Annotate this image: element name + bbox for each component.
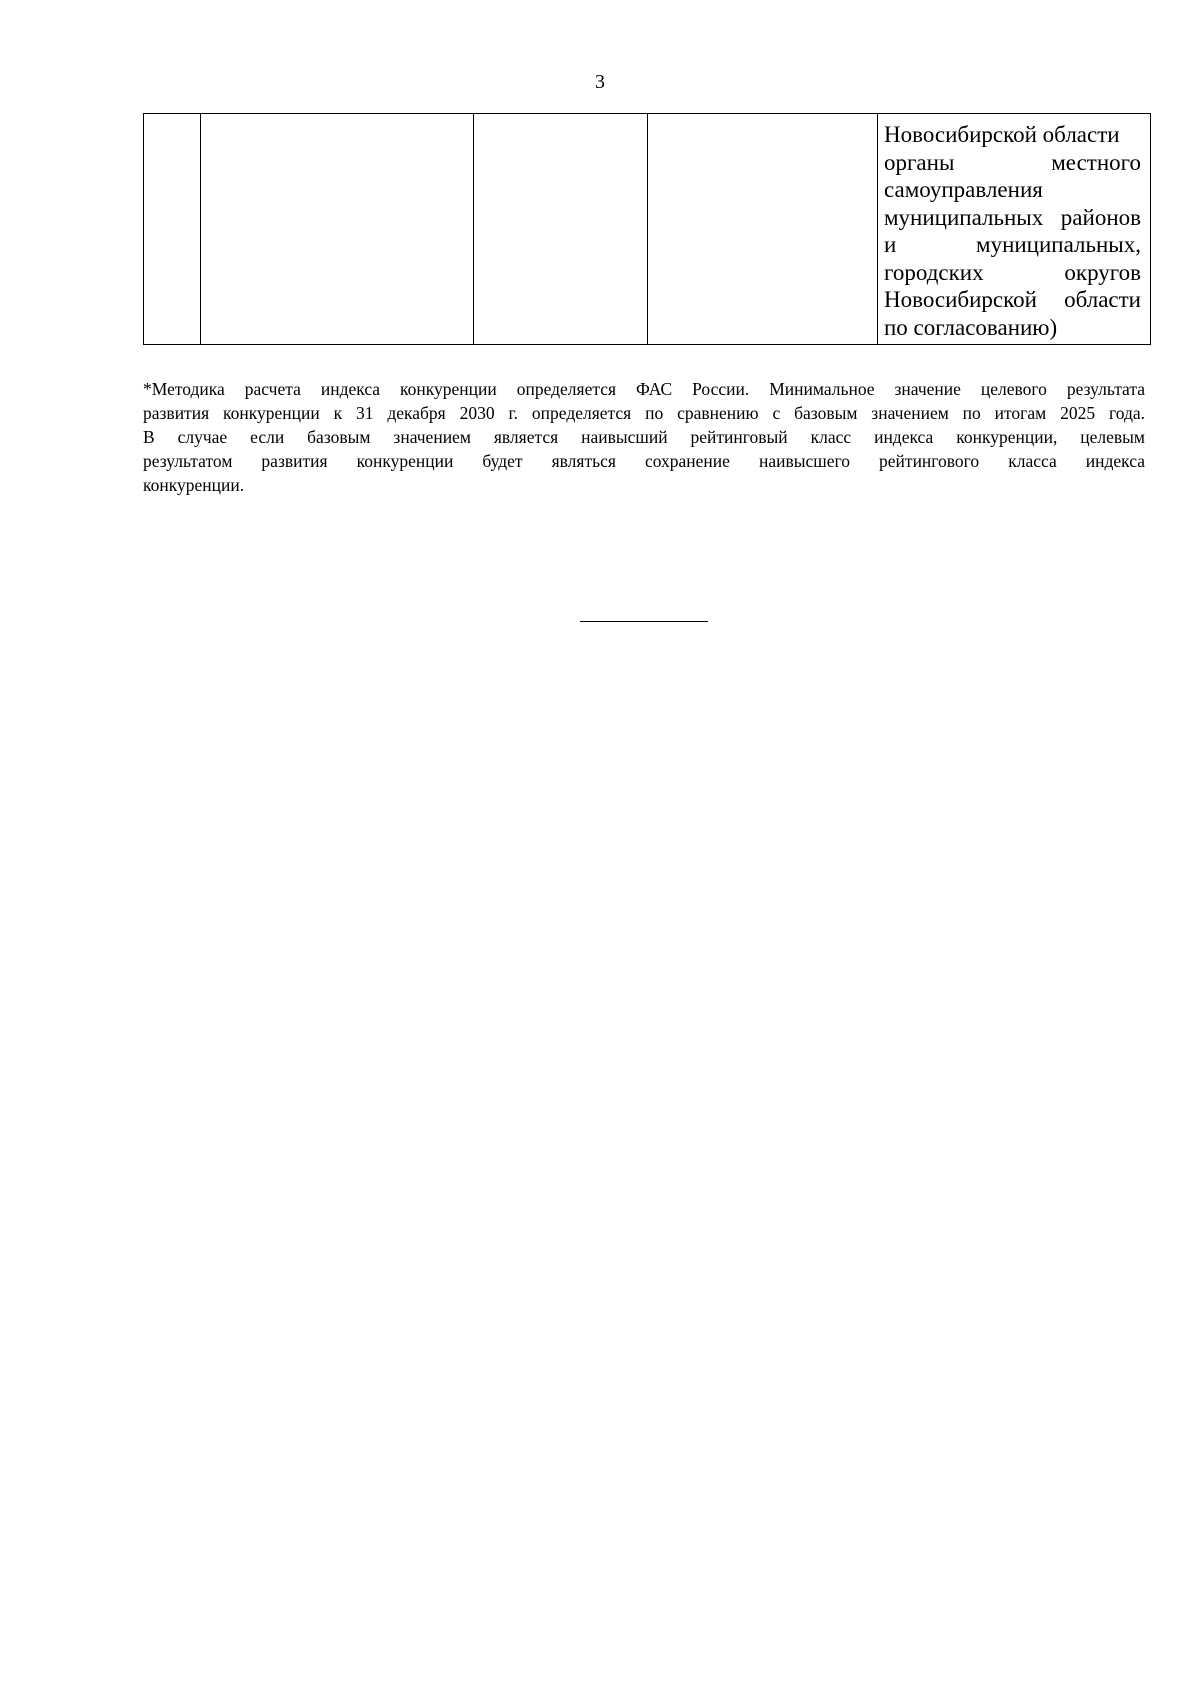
responsible-text (878, 114, 1150, 341)
footnote-line: развития конкуренции к 31 декабря 2030 г. определяется по сравнению с базовым значением по итогам 2025 года. (143, 403, 1145, 423)
table-cell-deadline (474, 114, 648, 345)
footnote-line: *Методика расчета индекса конкуренции определяется ФАС России. Минимальное значение целевого результата (143, 379, 1145, 399)
responsible-line: самоуправления (884, 177, 1043, 202)
responsible-line: органы местного (884, 149, 1141, 175)
document-table (143, 113, 1151, 345)
footnote (143, 377, 1145, 497)
table-cell-result (648, 114, 878, 345)
footnote-line: результатом развития конкуренции будет являться сохранение наивысшего рейтингового класса индекса (143, 451, 1145, 471)
table-row (144, 114, 1151, 345)
table-cell-number (144, 114, 201, 345)
responsible-line: по согласованию) (884, 314, 1058, 340)
footnote-line: конкуренции. (143, 475, 245, 495)
responsible-line: городских округов (884, 259, 1141, 285)
table-cell-responsible (878, 114, 1151, 345)
responsible-line: Новосибирской области (884, 287, 1141, 312)
responsible-line: и муниципальных, (884, 232, 1141, 257)
footnote-line: В случае если базовым значением является наивысший рейтинговый класс индекса конкуренции, целевым (143, 427, 1145, 447)
responsible-line: Новосибирской области (884, 122, 1120, 147)
table-cell-measure (201, 114, 474, 345)
page-number: 3 (595, 71, 605, 93)
end-of-document-rule (580, 621, 708, 622)
responsible-line: муниципальных районов (884, 204, 1141, 230)
